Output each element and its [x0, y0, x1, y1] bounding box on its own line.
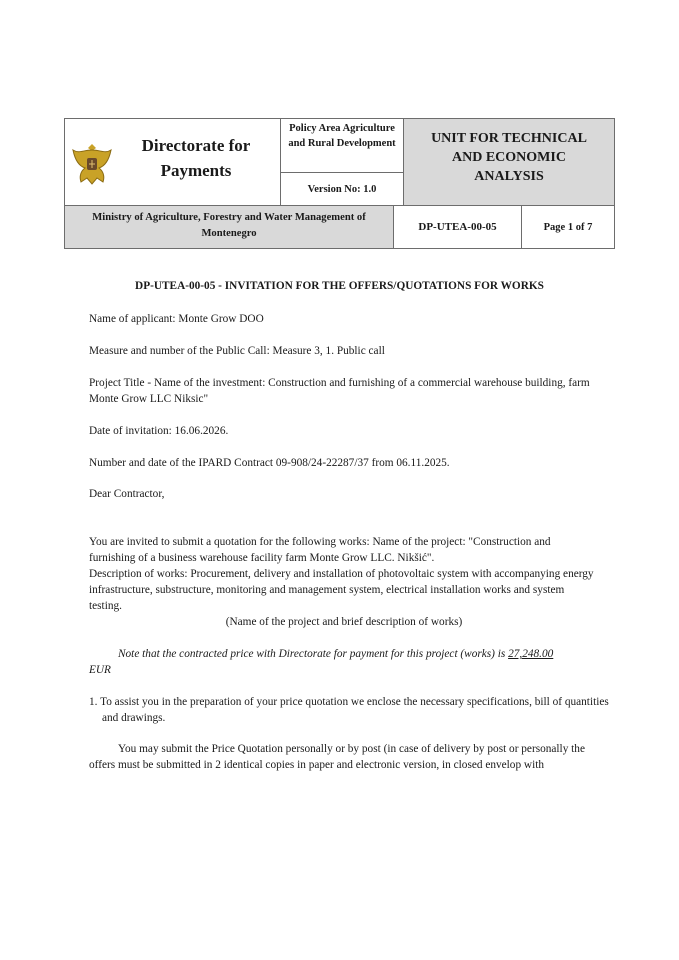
unit-title: UNIT FOR TECHNICAL AND ECONOMIC ANALYSIS: [431, 131, 587, 184]
invitation-text: You are invited to submit a quotation for the following works: Name of the project: "Construction and furnishing of a business warehouse facility farm Monte Grow LLC. Nikšić".: [89, 536, 551, 564]
description-hint: (Name of the project and brief description of works): [225, 616, 463, 628]
price-currency: EUR: [89, 664, 111, 676]
directorate-cell: [64, 118, 281, 206]
policy-area: Policy Area Agriculture and Rural Development: [288, 123, 396, 149]
coat-of-arms-icon: [69, 138, 115, 188]
version-number: Version No: 1.0: [280, 172, 404, 206]
invitation-date: Date of invitation: 16.06.2026.: [89, 425, 229, 437]
unit-cell: [403, 118, 615, 206]
price-note: [89, 646, 599, 662]
works-description: Description of works: Procurement, delivery and installation of photovoltaic system with accompanying energy infrastructure, substructure, monitoring and management system, electrical installation works and system testing.: [89, 568, 594, 612]
document-code: DP-UTEA-00-05: [393, 205, 522, 249]
project-title: Project Title - Name of the investment: Construction and furnishing of a commercial warehouse building, farm Monte Grow LLC Niksic": [89, 377, 590, 405]
ministry-cell: [64, 205, 394, 249]
page-number: Page 1 of 7: [521, 205, 615, 249]
document-title: DP-UTEA-00-05 - INVITATION FOR THE OFFERS/QUOTATIONS FOR WORKS: [135, 280, 544, 292]
submission-paragraph: You may submit the Price Quotation personally or by post (in case of delivery by post or personally the offers must be submitted in 2 identical copies in paper and electronic version, in closed envelop with: [89, 743, 585, 771]
document-header: [64, 118, 615, 249]
contract-price: 27,248.00: [508, 648, 554, 660]
policy-area-cell: [280, 118, 404, 173]
salutation: Dear Contractor,: [89, 488, 165, 500]
item-1: 1. To assist you in the preparation of your price quotation we enclose the necessary specifications, bill of quantities and drawings.: [89, 696, 609, 724]
ministry-name: Ministry of Agriculture, Forestry and Water Management of Montenegro: [92, 212, 366, 239]
directorate-title: Directorate for Payments: [141, 136, 251, 180]
public-call-measure: Measure and number of the Public Call: Measure 3, 1. Public call: [89, 345, 385, 357]
applicant-name: Name of applicant: Monte Grow DOO: [89, 313, 264, 325]
price-note-text: Note that the contracted price with Directorate for payment for this project (works) is: [118, 648, 509, 660]
ipard-contract: Number and date of the IPARD Contract 09-908/24-22287/37 from 06.11.2025.: [89, 457, 450, 469]
